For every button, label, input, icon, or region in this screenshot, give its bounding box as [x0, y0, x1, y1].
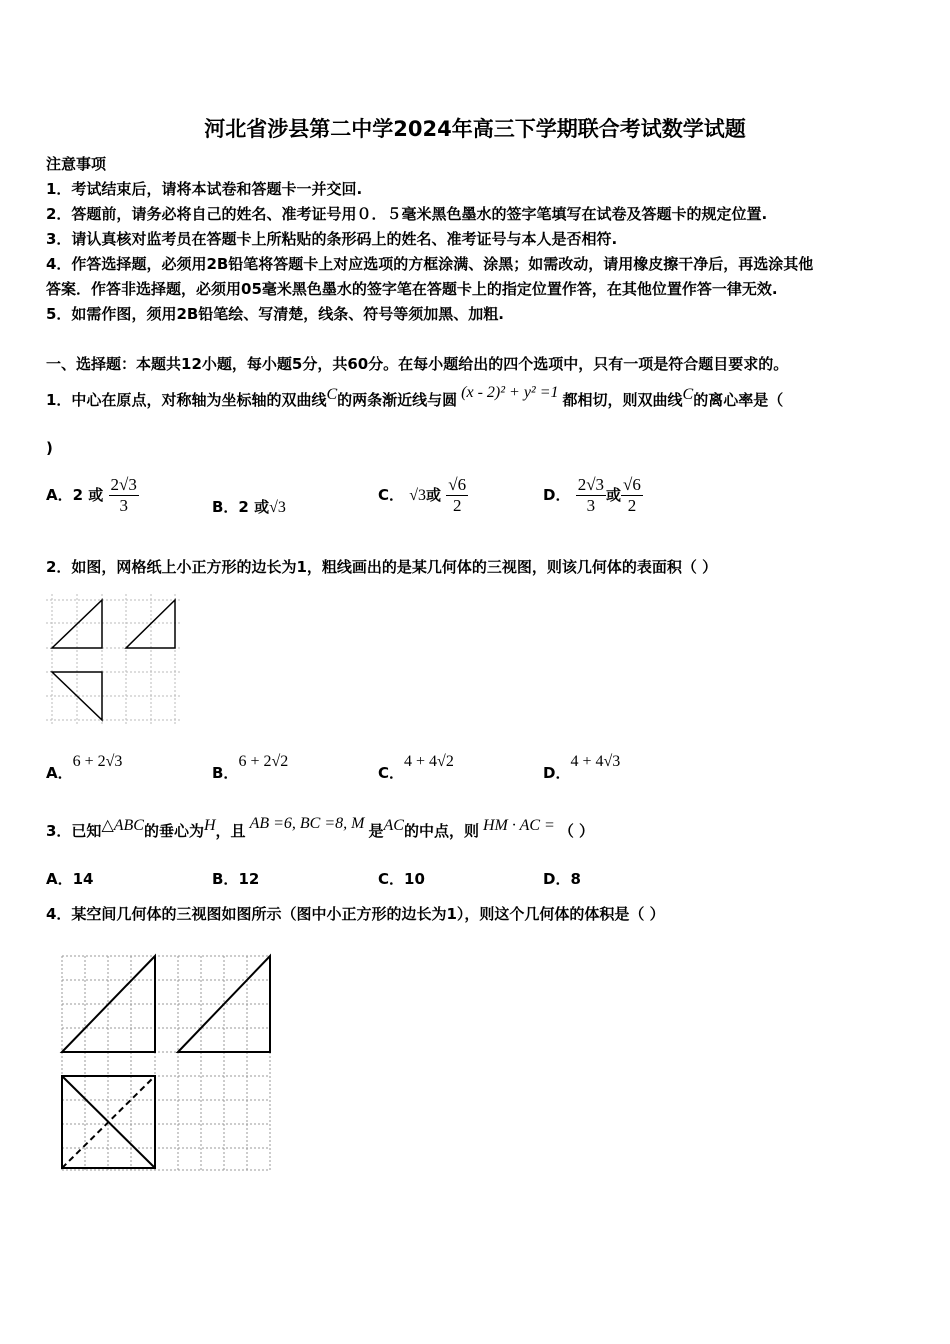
q1-option-c[interactable]	[378, 475, 468, 516]
option-value: 4 + 4√3	[570, 753, 621, 770]
fraction: $\frac{2√3}{3}$	[110, 475, 137, 515]
option-label: B．2 或	[212, 498, 270, 516]
q3-option-d[interactable]	[543, 868, 581, 889]
option-value: √3	[409, 487, 427, 504]
option-label: B．	[212, 870, 239, 888]
q3-option-a[interactable]	[46, 868, 93, 889]
q3-text-1: 3．已知	[46, 822, 102, 840]
q2-option-b[interactable]	[212, 753, 289, 782]
q3-h: H	[203, 817, 216, 834]
q1-option-d[interactable]	[543, 475, 643, 516]
notice-item: 1．考试结束后，请将本试卷和答题卡一并交回.	[46, 180, 363, 198]
question-1	[46, 384, 784, 410]
q3-triangle: △ABC	[101, 817, 144, 834]
or-text: 或	[426, 486, 442, 504]
q3-text-2: 的垂心为	[143, 822, 204, 840]
option-label: B．	[212, 764, 239, 782]
q3-ac: AC	[383, 817, 404, 834]
option-label: C．	[378, 870, 405, 888]
notice-heading: 注意事项	[46, 155, 107, 173]
notice-item: 3．请认真核对监考员在答题卡上所粘贴的条形码上的姓名、准考证号与本人是否相符.	[46, 230, 618, 248]
q2-option-a[interactable]	[46, 753, 123, 782]
option-value: √3	[269, 499, 286, 516]
q3-text-3: ，且	[215, 822, 246, 840]
notice-item: 4．作答选择题，必须用2B铅笔将答题卡上对应选项的方框涂满、涂黑；如需改动，请用橡皮擦干净后，再选涂其他	[46, 255, 814, 273]
option-value: 10	[404, 870, 425, 888]
option-label: A．	[46, 764, 73, 782]
q1-close-paren: )	[46, 439, 53, 457]
notice-item: 5．如需作图，须用2B铅笔绘、写清楚，线条、符号等须加黑、加粗.	[46, 305, 505, 323]
fraction: $\frac{√6}{2}$	[448, 475, 467, 515]
option-label: A．	[46, 870, 73, 888]
option-value: 8	[570, 870, 581, 888]
q1-curve-c: C	[326, 386, 338, 403]
q3-condition: AB =6, BC =8, M	[249, 815, 365, 832]
q1-text-2: 的两条渐近线与圆	[337, 391, 458, 409]
q3-option-c[interactable]	[378, 868, 425, 889]
q1-option-a[interactable]	[46, 475, 139, 516]
q1-text-3: 都相切，则双曲线	[562, 391, 683, 409]
option-value: 12	[238, 870, 260, 888]
option-label: D．	[543, 870, 571, 888]
option-label: C．	[378, 486, 405, 504]
q2-option-c[interactable]	[378, 753, 454, 782]
option-label: D．	[543, 486, 571, 504]
q3-option-b[interactable]	[212, 868, 259, 889]
q1-text-1: 1．中心在原点，对称轴为坐标轴的双曲线	[46, 391, 327, 409]
option-label: A．2 或	[46, 486, 104, 504]
q4-three-view-figure	[58, 952, 274, 1174]
q1-circle-eq: (x - 2)² + y² =1	[461, 384, 559, 401]
option-label: C．	[378, 764, 405, 782]
page-title: 河北省涉县第二中学2024年高三下学期联合考试数学试题	[204, 117, 746, 141]
fraction: $\frac{√6}{2}$	[623, 475, 641, 515]
q1-curve-c: C	[682, 386, 694, 403]
or-text: 或	[606, 486, 622, 504]
question-4: 4．某空间几何体的三视图如图所示（图中小正方形的边长为1），则这个几何体的体积是（ ）	[46, 905, 665, 923]
q3-text-4: 是	[368, 822, 384, 840]
q1-text-4: 的离心率是（	[693, 391, 784, 409]
option-value: 6 + 2√2	[238, 753, 289, 770]
option-value: 4 + 4√2	[404, 753, 454, 770]
notice-item: 2．答题前，请务必将自己的姓名、准考证号用０．５毫米黑色墨水的签字笔填写在试卷及答题卡的规定位置.	[46, 205, 768, 223]
question-3	[46, 815, 595, 841]
question-2: 2．如图，网格纸上小正方形的边长为1，粗线画出的是某几何体的三视图，则该几何体的表面积（ ）	[46, 558, 718, 576]
option-value: 6 + 2√3	[72, 753, 123, 770]
notice-item: 答案．作答非选择题，必须用05毫米黑色墨水的签字笔在答题卡上的指定位置作答，在其他位置作答一律无效.	[46, 280, 778, 298]
section-heading: 一、选择题：本题共12小题，每小题5分，共60分。在每小题给出的四个选项中，只有一项是符合题目要求的。	[46, 355, 789, 373]
q2-option-d[interactable]	[543, 753, 621, 782]
q2-three-view-figure	[44, 592, 184, 730]
q3-text-6: （ ）	[558, 822, 595, 840]
option-value: 14	[72, 870, 94, 888]
fraction: $\frac{2√3}{3}$	[577, 475, 605, 515]
q1-option-b[interactable]	[212, 496, 286, 517]
q3-text-5: 的中点，则	[403, 822, 479, 840]
option-label: D．	[543, 764, 571, 782]
q3-expression: HM · AC =	[482, 817, 555, 834]
